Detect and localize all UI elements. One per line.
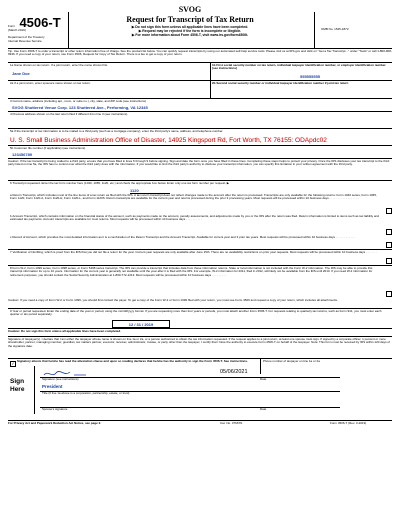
line1a-input[interactable]: Jane Doe (12, 71, 30, 76)
line1b-input[interactable]: 555555555 (300, 74, 321, 79)
footer-cat-no: Cat. No. 37667N (220, 421, 243, 425)
line6a-checkbox[interactable] (386, 208, 392, 214)
spouse-signature-input[interactable] (40, 398, 340, 406)
form-number-block (8, 12, 69, 48)
spouse-line (40, 407, 340, 408)
line1b-label: 1b First social security number on tax return, individual taxpayer identification number, or employer identification number (see instructions) (212, 63, 386, 71)
department: Department of the Treasury (8, 35, 45, 39)
line5b-input[interactable]: 123456789 (12, 152, 33, 157)
header-bullet-1: ▶ Do not sign this form unless all applicable lines have been completed. (131, 25, 249, 29)
caution-third-party: Caution: If the tax transcript is being mailed to a third party, ensure that you have filled in lines 6 through 9 before signing. Sign and date the form once you have filled in these lines. Completing these steps helps to protect your privacy. Once the IRS discloses your tax transcript to the third party listed on line 5a, the IRS has no control over what the third party does with the information. If you would like to limit the third party's authority to disclose your transcript information, you can specify this limitation in your written agreement with the third party. (8, 159, 390, 167)
footer-form-rev: Form 4506-T (Rev. 3-2019) (330, 421, 367, 425)
form-prefix: Form (8, 24, 15, 28)
line2a-input[interactable] (12, 90, 198, 95)
form-title: Request for Transcript of Tax Return (126, 15, 254, 24)
tip-text: Tip. Use Form 4506-T to order a transcript or other return information free of charge. See the product list below. You can quickly request transcripts by using our automated self-help service tools. Please visit us at IRS.gov and click on "Get a Tax Transcript..." under "Tools" or call 1-800-908-9946. If you need a copy of your return, use Form 4506, Request for Copy of Tax Return. There is a fee to get a copy of your return. (8, 49, 392, 57)
sign-word: Sign (10, 378, 25, 385)
line6-input[interactable]: 1120 (130, 188, 170, 194)
line6c-text: c Record of Account, which provides the most detailed information as it is a combination of the Return Transcript and the Account Transcript. Available for current year and 3 prior tax years. Most requests will be processed within 10 business days . . . . . . . . . . . . (10, 235, 355, 239)
line9-date-input[interactable]: 12 / 31 / 2019 (112, 320, 170, 328)
attest-checkbox[interactable]: ✓ (11, 361, 15, 366)
sign-here-label (10, 378, 34, 394)
sign-bracket (34, 366, 35, 414)
line6-label: 6 Transcript requested. Enter the tax form number here (1040, 1065, 1120, etc.) and check the appropriate box below. Enter only one tax form number per request. ▶ (10, 181, 230, 185)
taxpayer-signature[interactable] (40, 366, 160, 376)
line6b-checkbox[interactable] (386, 229, 392, 235)
line3-label: 3 Current name, address (including apt., room, or suite no.), city, state, and ZIP code (see instructions) (10, 99, 146, 103)
line1a-label: 1a Name shown on tax return. If a joint return, enter the name shown first. (10, 63, 109, 67)
title-label: Title (if line 1a above is a corporation, partnership, estate, or trust) (42, 391, 130, 395)
spouse-date-label: Date (260, 407, 267, 411)
footer-privacy: For Privacy Act and Paperwork Reduction Act Notice, see page 2. (8, 421, 102, 425)
svog-label: SVOG (178, 5, 202, 14)
line5a-input[interactable]: U. S. Small Business Administration Office of Disaster, 14925 Kingsport Rd, Fort Worth, TX 76155: ODApdc02 (10, 137, 327, 144)
header-bullet-2: ▶ Request may be rejected if the form is incomplete or illegible. (138, 29, 242, 34)
line2b-input[interactable] (300, 90, 380, 95)
form-date: (March 2019) (8, 28, 26, 32)
here-word: Here (10, 385, 25, 393)
line5a-label: 5a If the transcript or tax information is to be mailed to a third party (such as a mortgage company), enter the third party's name, address, and telephone number. (10, 129, 224, 133)
line7-text: 7 Verification of Nonfiling, which is proof from the IRS that you did not file a return for the year. Current year requests are only available after June 15th. There are no availability restrictions on prior year requests. Most requests will be processed within 10 business days . . . . . . . (10, 250, 377, 254)
line4-label: 4 Previous address shown on the last return filed if different from line 3 (see instructions) (10, 112, 128, 116)
irs-label: Internal Revenue Service (8, 39, 42, 43)
date-label: Date (260, 377, 267, 381)
omb-block (314, 12, 393, 48)
signature-label: Signature (see instructions) (42, 377, 79, 381)
attestation-text: Signatory attests that he/she has read the attestation clause and upon so reading declares that he/she has the authority to sign the Form 4506-T. See instructions. (17, 359, 248, 363)
line9-label: 9 Year or period requested. Enter the ending date of the year or period, using the mm/dd/yyyy format. If you are requesting more than four years or periods, you must attach another Form 4506-T. For requests relating to quarterly tax returns, such as Form 941, you must enter each quarter or tax period separately. (10, 309, 382, 317)
sig-line (40, 377, 340, 378)
line7-checkbox[interactable] (386, 258, 392, 264)
line8-checkbox[interactable] (386, 291, 392, 297)
line6a-text: a Return Transcript, which includes most of the line items of a tax return as filed with the IRS. A tax return transcript does not reflect changes made to the account after the return is processed. Transcripts are only available for the following returns: Form 1040 series, Form 1065, Form 1120, Form 1120-A, Form 1120-H, Form 1120-L, and Form 1120S. Return transcripts are available for the current year and returns processed during the prior 3 processing years. Most requests will be processed within 10 business days . . . . . . . . . . . . . . . . . . (10, 193, 377, 201)
line6b-text: b Account Transcript, which contains information on the financial status of the account, such as payments made on the account, penalty assessments, and adjustments made by you or the IRS after the return was filed. Return information is limited to items such as tax liability and estimated tax payments. Account transcripts are available for most returns. Most requests will be processed within 10 business days . . . . . . . . . . (10, 214, 380, 222)
line4-input[interactable] (12, 118, 392, 125)
line3-input[interactable]: SVOG Shuttered Venue Corp. 123 Shuttered Ave., Performing, VA 12345 (12, 105, 148, 110)
line8-text: 8 Form W-2, Form 1099 series, Form 1098 series, or Form 5498 series transcript. The IRS can provide a transcript that includes data from these information returns. State or local information is not included with the Form W-2 information. The IRS may be able to provide this transcript information for up to 10 years. Information for the current year is generally not available until the year after it is filed with the IRS. For example, W-2 information for 2011, filed in 2012, will likely not be available from the IRS until 2013. If you need W-2 information for retirement purposes, you should contact the Social Security Administration at 1-800-772-1213. Most requests will be processed within 10 business days . . . . . . . . . (10, 266, 373, 277)
caution-w2: Caution: If you need a copy of Form W-2 or Form 1099, you should first contact the payer. To get a copy of the Form W-2 or Form 1099 filed with your return, you must use Form 4506 and request a copy of your return, which includes all attachments. (8, 298, 338, 302)
spouse-signature-label: Spouse's signature (42, 407, 68, 411)
signature-declaration: Signature of taxpayer(s). I declare that I am either the taxpayer whose name is shown on line 1a or 2a, or a person authorized to obtain the tax information requested. If the request applies to a joint return, at least one spouse must sign. If signed by a corporate officer, 1 percent or more shareholder, partner, managing member, guardian, tax matters partner, executor, receiver, administrator, trustee, or party other than the taxpayer, I certify that I have the authority to execute Form 4506-T on behalf of the taxpayer. Note: This form must be received by IRS within 120 days of the signature date. (8, 337, 390, 348)
omb-number: OMB No. 1545-1872 (321, 27, 349, 31)
phone-label: Phone number of taxpayer on line 1a or 2a (263, 359, 320, 363)
title-input[interactable]: President (42, 384, 63, 389)
header-bullet-3: ▶ For more information about Form 4506-T, visit www.irs.gov/form4506t. (131, 33, 249, 38)
line5b-label: 5b Customer file number (if applicable) (see instructions) (10, 146, 86, 150)
form-number: 4506-T (19, 15, 61, 30)
header-center (70, 5, 310, 37)
caution-sign: Caution: Do not sign this form unless all applicable lines have been completed. (8, 329, 122, 333)
line2b-label: 2b Second social security number or individual taxpayer identification number if joint tax return (212, 81, 349, 85)
phone-input[interactable] (263, 368, 383, 373)
line2a-label: 2a If a joint return, enter spouse's name shown on tax return. (10, 81, 91, 85)
date-input[interactable]: 05/06/2021 (220, 369, 248, 375)
line6c-checkbox[interactable] (386, 242, 392, 248)
